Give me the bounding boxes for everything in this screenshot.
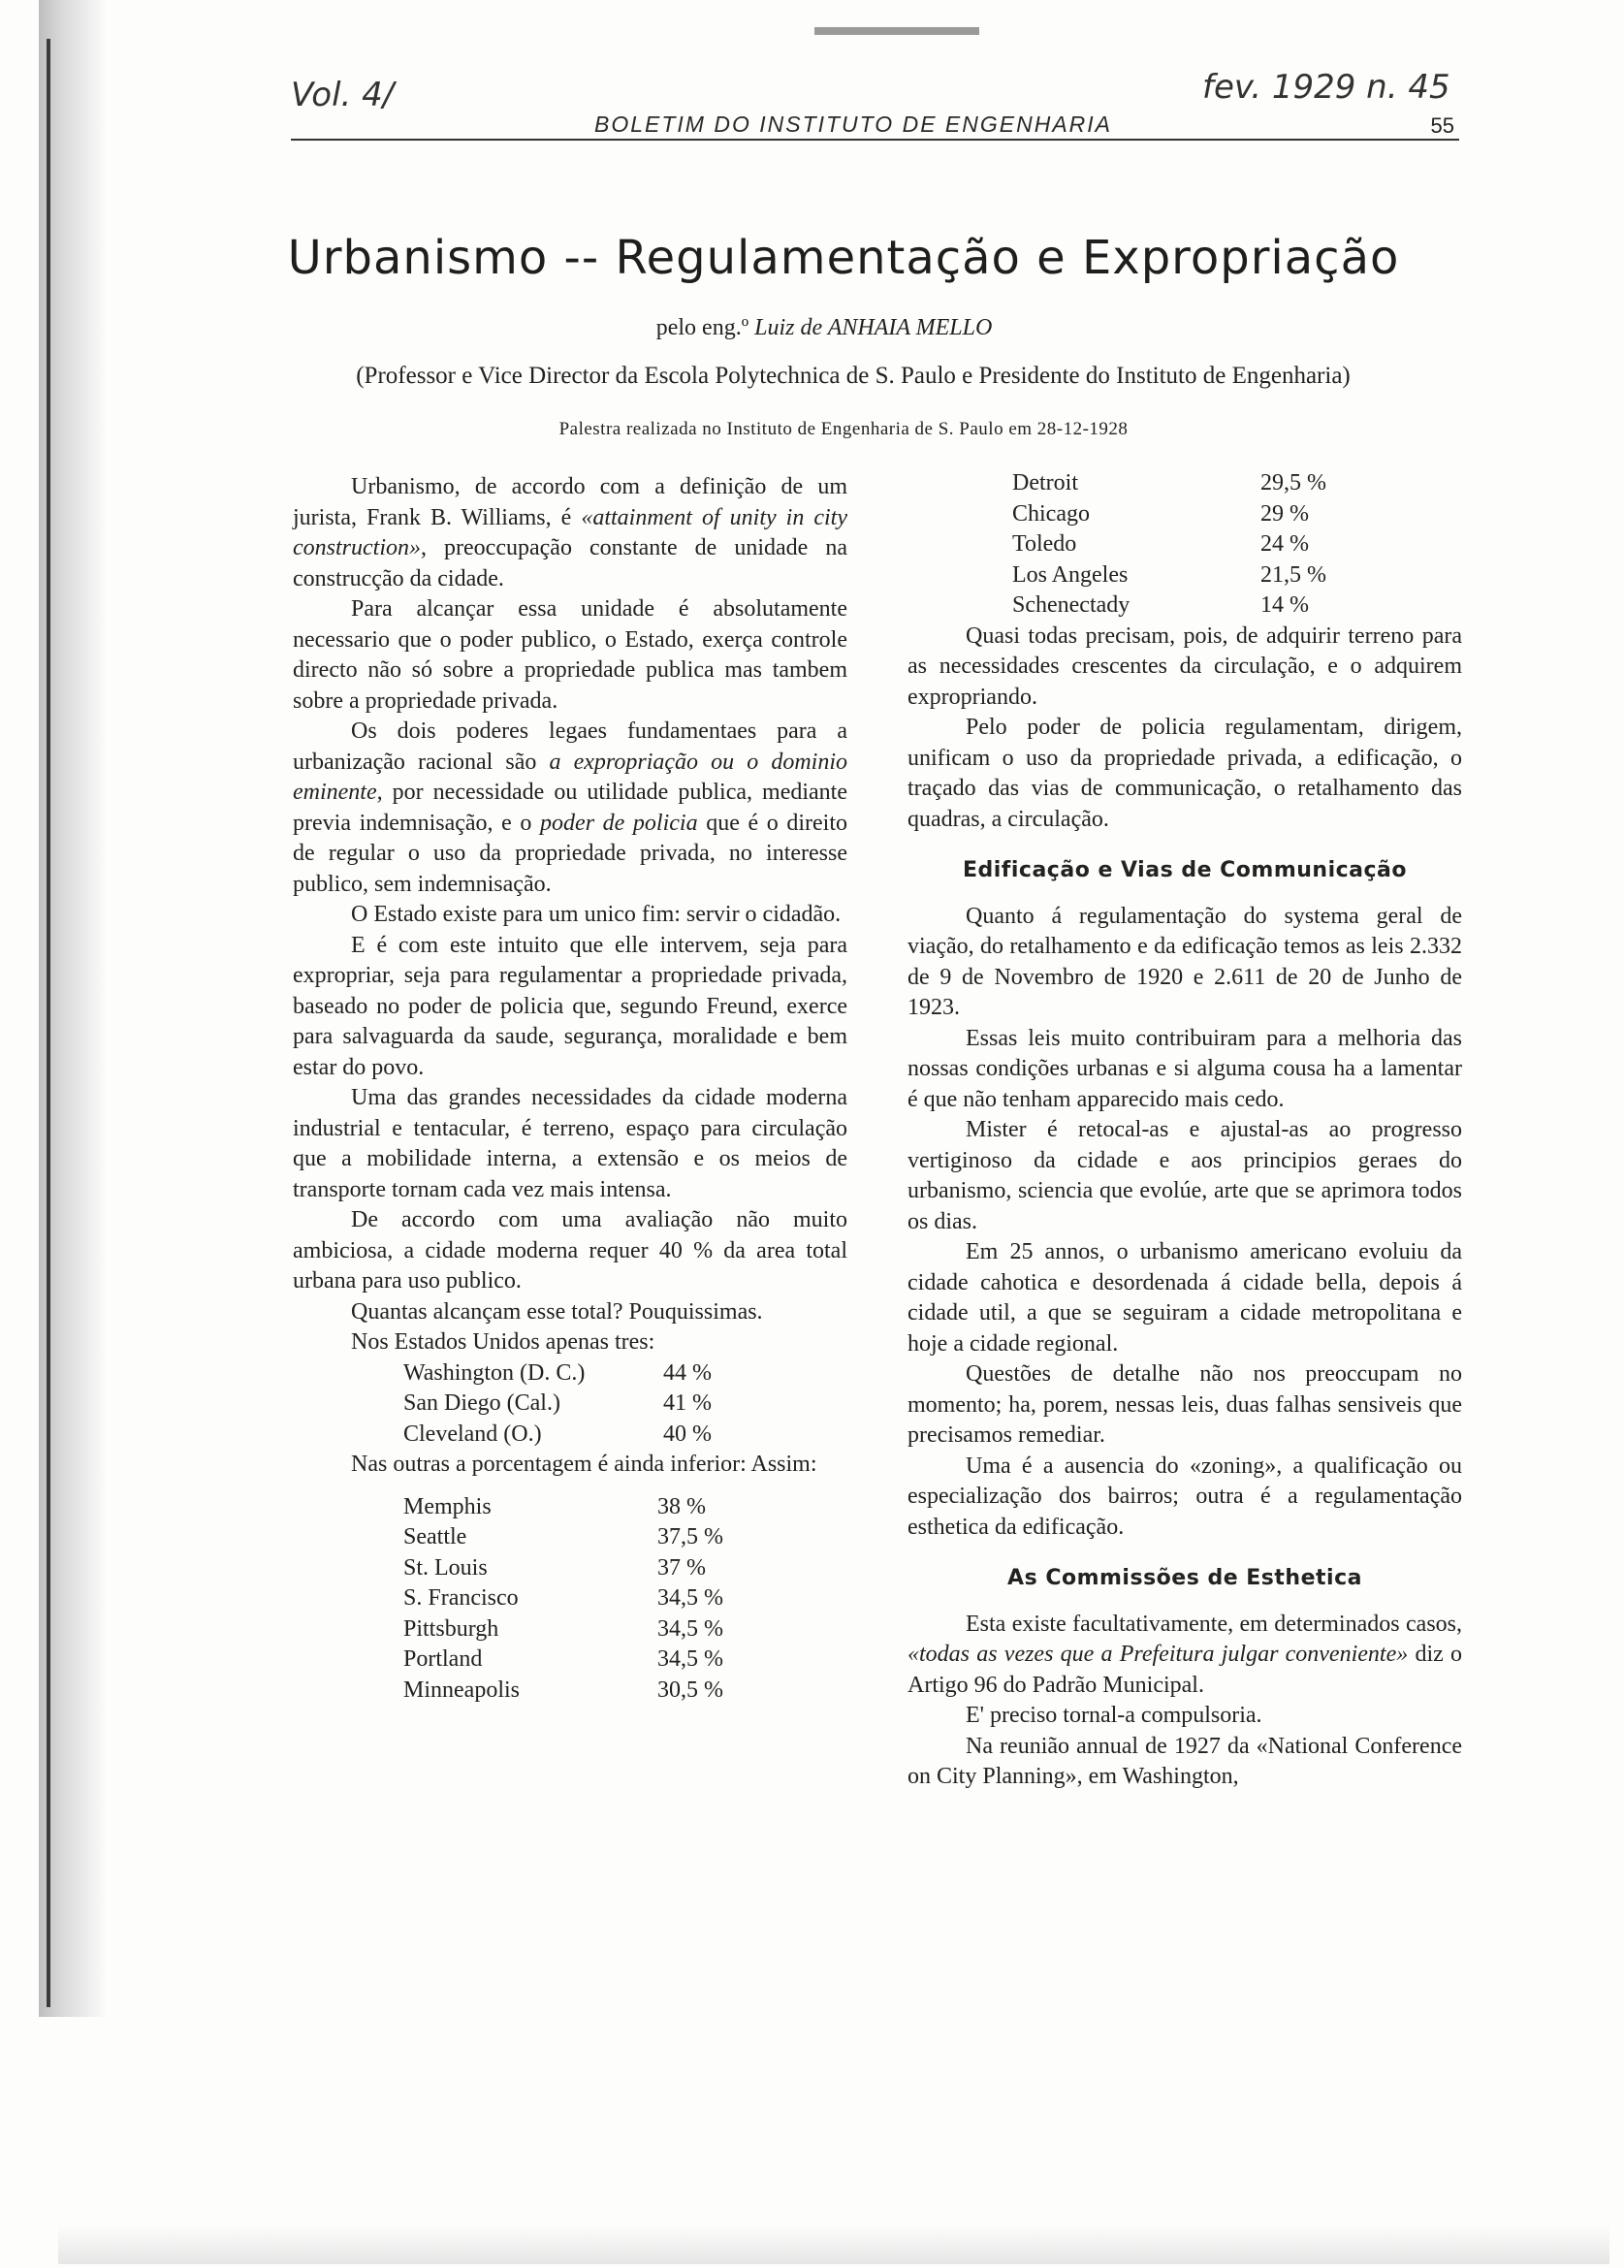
paragraph: Essas leis muito contribuiram para a melhoria das nossas condições urbanas e si alguma cousa ha a lamentar é que não tenham apparecido mais cedo. [908, 1025, 1462, 1112]
table-row: Memphis 38 % [403, 1493, 706, 1519]
running-title: BOLETIM DO INSTITUTO DE ENGENHARIA [593, 112, 1113, 137]
right-column [908, 468, 1462, 1793]
paragraph: Nas outras a porcentagem é ainda inferior: Assim: [351, 1452, 817, 1477]
header-rule [291, 139, 1459, 141]
other-cities-table [403, 1492, 723, 1707]
paragraph: Quanto á regulamentação do systema geral de viação, do retalhamento e da edificação temos as leis 2.332 de 9 de Novembro de 1920 e 2.611 de 20 de Junho de 1923. [908, 903, 1462, 1020]
paragraph: Quasi todas precisam, pois, de adquirir terreno para as necessidades crescentes da circulação, e o adquirem expropriando. [908, 623, 1462, 710]
table-row: S. Francisco 34,5 % [403, 1585, 723, 1611]
page-number: 55 [1430, 113, 1454, 138]
paragraph: De accordo com uma avaliação não muito ambiciosa, a cidade moderna requer 40 % da area total urbana para uso publico. [293, 1207, 847, 1294]
handwritten-date-note: fev. 1929 n. 45 [1202, 68, 1450, 107]
paragraph: Na reunião annual de 1927 da «National Conference on City Planning», em Washington, [908, 1733, 1462, 1789]
table-row: Toledo 24 % [1012, 531, 1309, 557]
paragraph: Mister é retocal-as e ajustal-as ao progresso vertiginoso da cidade e aos principios geraes do urbanismo, sciencia que evolúe, arte que se aprimora todos os dias. [908, 1117, 1462, 1234]
table-row: Los Angeles 21,5 % [1012, 561, 1326, 588]
paragraph: Nos Estados Unidos apenas tres: [351, 1329, 655, 1355]
remaining-cities-table [1012, 468, 1326, 622]
byline [485, 315, 1163, 341]
handwritten-volume-note: Vol. 4/ [291, 76, 395, 114]
article-title: Urbanismo -- Regulamentação e Expropriação [287, 231, 1400, 285]
lecture-note: Palestra realizada no Instituto de Engenharia de S. Paulo em 28-12-1928 [558, 419, 1129, 439]
paragraph: Quantas alcançam esse total? Pouquissimas. [351, 1298, 763, 1325]
scan-edge-line [47, 39, 50, 2007]
table-row: Detroit 29,5 % [1012, 470, 1326, 495]
paragraph: Pelo poder de policia regulamentam, dirigem, unificam o uso da propriedade privada, a edificação, o traçado das vias de communicação, o retalhamento das quadras, a circulação. [908, 715, 1462, 832]
scan-top-mark [814, 27, 979, 35]
paragraph: Esta existe facultativamente, em determinados casos, «todas as vezes que a Prefeitura julgar conveniente» diz o Artigo 96 do Padrão Municipal. [908, 1611, 1462, 1698]
paragraph: Para alcançar essa unidade é absolutamente necessario que o poder publico, o Estado, exerça controle directo não só sobre a propriedade publica mas tambem sobre a propriedade privada. [293, 596, 847, 714]
table-row: San Diego (Cal.) 41 % [403, 1390, 712, 1416]
usa-cities-table [403, 1358, 712, 1451]
table-row: Cleveland (O.) 40 % [403, 1421, 712, 1447]
paragraph: Uma é a ausencia do «zoning», a qualificação ou especialização dos bairros; outra é a regulamentação esthetica da edificação. [908, 1453, 1462, 1540]
table-row: Schenectady 14 % [1012, 592, 1309, 618]
table-row: Washington (D. C.) 44 % [403, 1359, 712, 1386]
byline-prefix: pelo eng.º [655, 315, 749, 340]
section-heading-commissoes: As Commissões de Esthetica [1007, 1566, 1362, 1590]
paragraph: E' preciso tornal-a compulsoria. [966, 1703, 1262, 1728]
table-row: St. Louis 37 % [403, 1554, 706, 1581]
table-row: Minneapolis 30,5 % [403, 1677, 723, 1703]
table-row: Seattle 37,5 % [403, 1524, 723, 1549]
table-row: Chicago 29 % [1012, 500, 1309, 527]
running-header [291, 112, 1454, 139]
paragraph: E é com este intuito que elle intervem, seja para expropriar, seja para regulamentar a propriedade privada, baseado no poder de policia que, segundo Freund, exerce para salvaguarda da saude, segurança, moralidade e bem estar do povo. [293, 932, 847, 1080]
paragraph: Os dois poderes legaes fundamentaes para a urbanização racional são a expropriação ou o dominio eminente, por necessidade ou utilidade publica, mediante previa indemnisação, e o poder de policia que é o direito de regular o uso da propriedade privada, no interesse publico, sem indemnisação. [293, 719, 848, 897]
scan-bottom-noise [58, 2225, 1609, 2264]
author-name: Luiz de ANHAIA MELLO [754, 315, 993, 340]
paragraph: Urbanismo, de accordo com a definição de um jurista, Frank B. Williams, é «attainment of unity in city construction», preoccupação constante de unidade na construcção da cidade. [293, 474, 847, 591]
author-affiliation: (Professor e Vice Director da Escola Polytechnica de S. Paulo e Presidente do Instituto de Engenharia) [356, 363, 1351, 389]
paragraph: Uma das grandes necessidades da cidade moderna industrial e tentacular, é terreno, espaço para circulação que a mobilidade interna, a extensão e os meios de transporte tornam cada vez mais intensa. [293, 1085, 847, 1202]
section-heading-edificacao: Edificação e Vias de Communicação [962, 858, 1408, 882]
table-row: Pittsburgh 34,5 % [403, 1615, 723, 1642]
table-row: Portland 34,5 % [403, 1646, 723, 1672]
paragraph: O Estado existe para um unico fim: servir o cidadão. [351, 902, 842, 927]
paragraph: Em 25 annos, o urbanismo americano evoluiu da cidade cahotica e desordenada á cidade bella, depois á cidade util, a que se seguiram a cidade metropolitana e hoje a cidade regional. [908, 1239, 1462, 1357]
paragraph: Questões de detalhe não nos preoccupam no momento; ha, porem, nessas leis, duas falhas sensiveis que precisamos remediar. [908, 1361, 1462, 1448]
left-column [293, 472, 847, 1706]
